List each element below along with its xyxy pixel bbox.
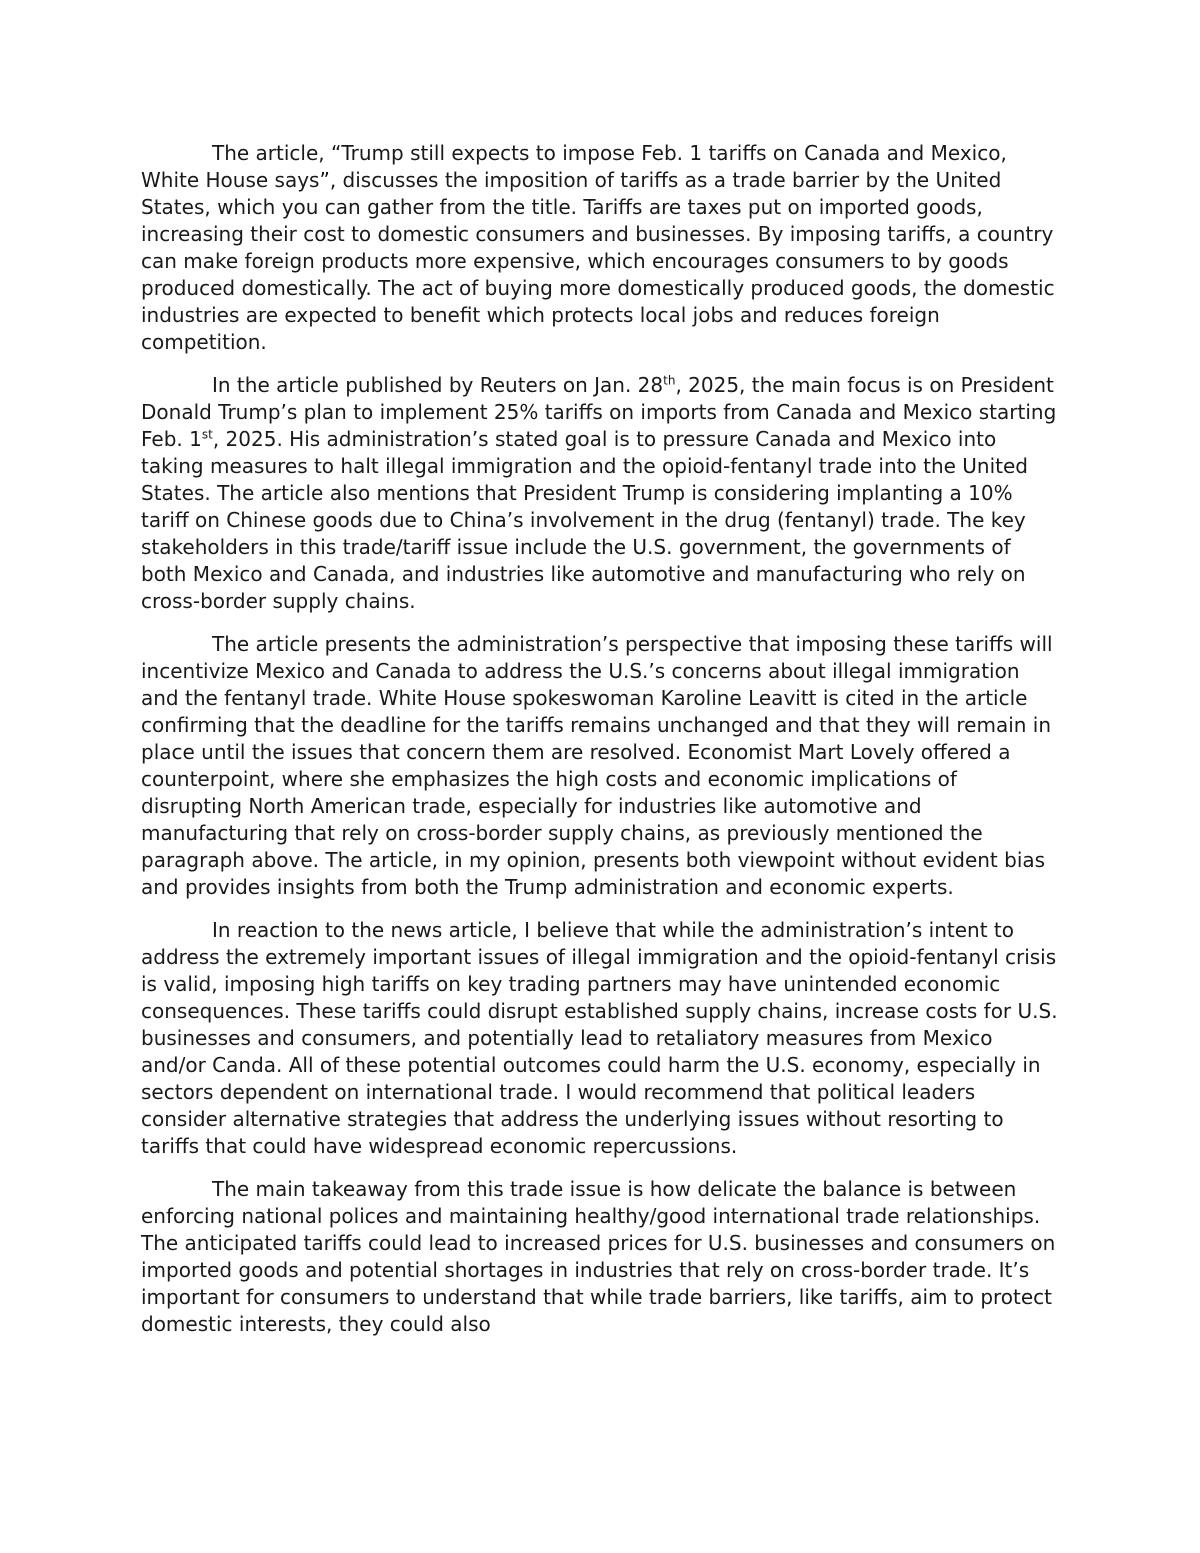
document-body [141, 140, 1061, 1354]
paragraph-2 [141, 372, 1061, 615]
paragraph-2-segment-1: In the article published by Reuters on Jan. 28 [212, 373, 664, 397]
paragraph-2-segment-2: , 2025, the main focus is on President Donald Trump’s plan to implement 25% tariffs on imports from Canada and Mexico starting Feb. 1 [141, 373, 1057, 451]
paragraph-1: The article, “Trump still expects to impose Feb. 1 tariffs on Canada and Mexico, White House says”, discusses the imposition of tariffs as a trade barrier by the United States, which you can gather from the title. Tariffs are taxes put on imported goods, increasing their cost to domestic consumers and businesses. By imposing tariffs, a country can make foreign products more expensive, which encourages consumers to by goods produced domestically. The act of buying more domestically produced goods, the domestic industries are expected to benefit which protects local jobs and reduces foreign competition. [141, 141, 1055, 354]
paragraph-3: The article presents the administration’s perspective that imposing these tariffs will incentivize Mexico and Canada to address the U.S.’s concerns about illegal immigration and the fentanyl trade. White House spokeswoman Karoline Leavitt is cited in the article confirming that the deadline for the tariffs remains unchanged and that they will remain in place until the issues that concern them are resolved. Economist Mart Lovely offered a counterpoint, where she emphasizes the high costs and economic implications of disrupting North American trade, especially for industries like automotive and manufacturing that rely on cross-border supply chains, as previously mentioned the paragraph above. The article, in my opinion, presents both viewpoint without evident bias and provides insights from both the Trump administration and economic experts. [141, 632, 1053, 899]
ordinal-suffix-st: st [201, 427, 213, 442]
paragraph-4: In reaction to the news article, I believe that while the administration’s intent to address the extremely important issues of illegal immigration and the opioid-fentanyl crisis is valid, imposing high tariffs on key trading partners may have unintended economic consequences. These tariffs could disrupt established supply chains, increase costs for U.S. businesses and consumers, and potentially lead to retaliatory measures from Mexico and/or Canda. All of these potential outcomes could harm the U.S. economy, especially in sectors dependent on international trade. I would recommend that political leaders consider alternative strategies that address the underlying issues without resorting to tariffs that could have widespread economic repercussions. [141, 918, 1058, 1158]
ordinal-suffix-th: th [663, 373, 676, 388]
paragraph-5: The main takeaway from this trade issue is how delicate the balance is between enforcing national polices and maintaining healthy/good international trade relationships. The anticipated tariffs could lead to increased prices for U.S. businesses and consumers on imported goods and potential shortages in industries that rely on cross-border trade. It’s important for consumers to understand that while trade barriers, like tariffs, aim to protect domestic interests, they could also [141, 1177, 1056, 1336]
paragraph-2-segment-3: , 2025. His administration’s stated goal is to pressure Canada and Mexico into taking measures to halt illegal immigration and the opioid-fentanyl trade into the United States. The article also mentions that President Trump is considering implanting a 10% tariff on Chinese goods due to China’s involvement in the drug (fentanyl) trade. The key stakeholders in this trade/tariff issue include the U.S. government, the governments of both Mexico and Canada, and industries like automotive and manufacturing who rely on cross-border supply chains. [141, 427, 1028, 613]
